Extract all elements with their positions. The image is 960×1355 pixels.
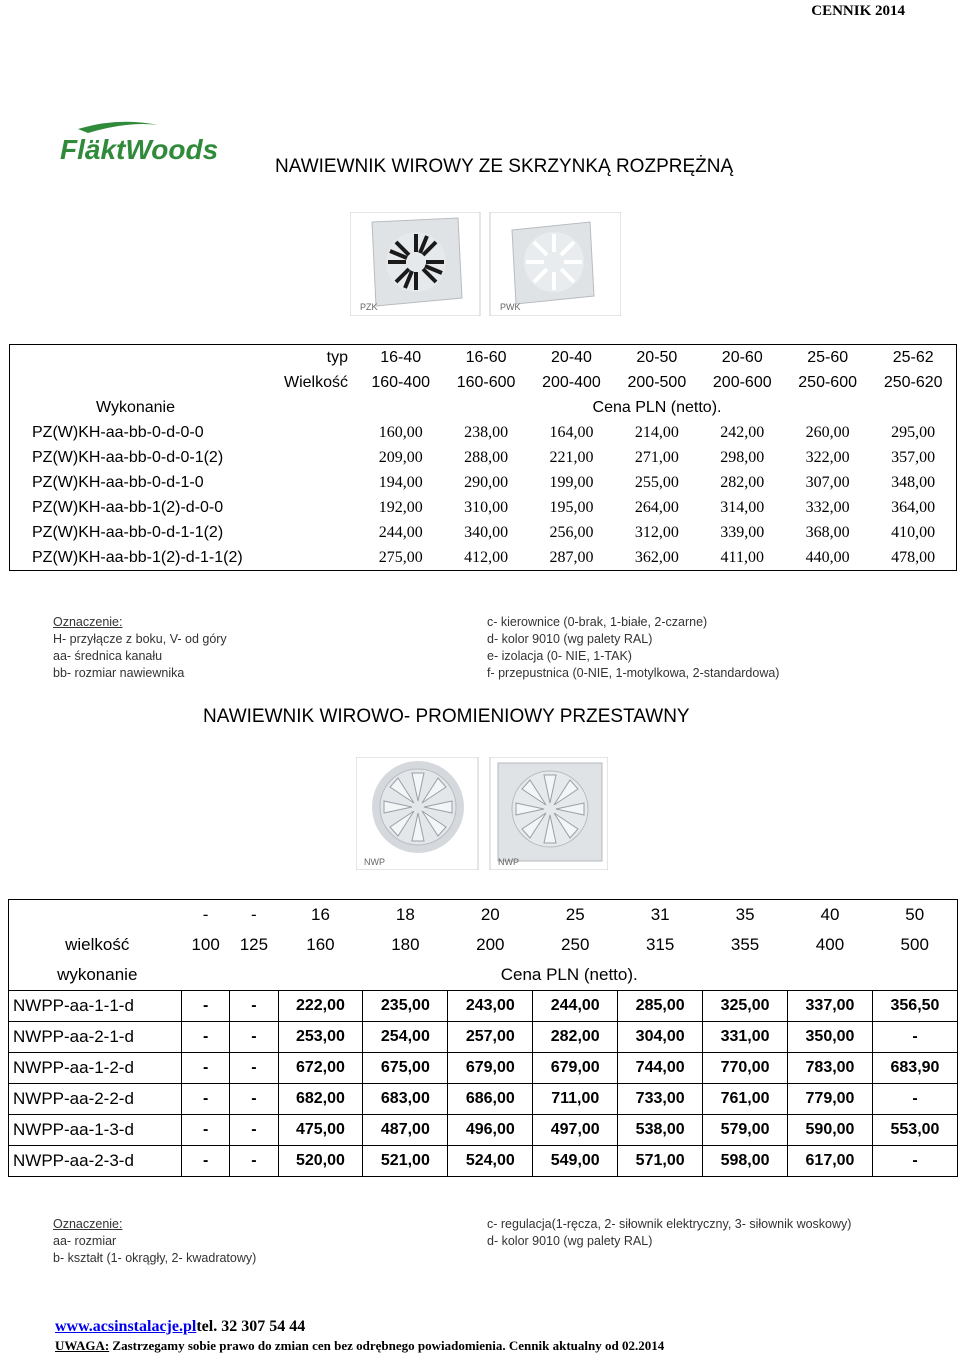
price-cell: 590,00 xyxy=(788,1115,873,1146)
table-row xyxy=(10,420,957,445)
price-cell: - xyxy=(230,1115,278,1146)
price-header: Cena PLN (netto). xyxy=(592,398,722,416)
price-cell: 253,00 xyxy=(278,1022,363,1053)
row-label-wykonanie: wykonanie xyxy=(57,965,138,984)
price-cell: 242,00 xyxy=(720,423,765,441)
table-row xyxy=(9,991,958,1022)
table-cell: 160-600 xyxy=(456,373,516,391)
table-cell: 40 xyxy=(820,905,840,924)
price-cell: 331,00 xyxy=(703,1022,788,1053)
section2-legend-left xyxy=(53,1216,256,1267)
table-cell: 400 xyxy=(815,935,845,954)
row-code: PZ(W)KH-aa-bb-1(2)-d-1-1(2) xyxy=(32,548,243,566)
price-cell: 357,00 xyxy=(891,448,936,466)
legend-item: bb- rozmiar nawiewnika xyxy=(53,666,185,680)
table-row xyxy=(10,545,957,571)
price-cell: 683,00 xyxy=(363,1084,448,1115)
price-cell: 410,00 xyxy=(891,523,936,541)
legend-item: aa- rozmiar xyxy=(53,1234,117,1248)
price-cell: 307,00 xyxy=(805,473,850,491)
price-cell: 549,00 xyxy=(533,1146,618,1177)
price-cell: 672,00 xyxy=(278,1053,363,1084)
price-cell: - xyxy=(182,991,230,1022)
price-cell: 264,00 xyxy=(634,498,679,516)
price-cell: 598,00 xyxy=(703,1146,788,1177)
price-cell: 364,00 xyxy=(891,498,936,516)
price-cell: 244,00 xyxy=(533,991,618,1022)
table-row xyxy=(10,470,957,495)
table-cell: - xyxy=(251,905,257,924)
table-row-wielkosc xyxy=(10,370,957,395)
row-label-wielkosc: wielkość xyxy=(65,935,130,954)
photo-label-pwk: PWK xyxy=(500,302,521,312)
price-cell: 192,00 xyxy=(378,498,423,516)
price-cell: 282,00 xyxy=(720,473,765,491)
price-cell: 524,00 xyxy=(448,1146,533,1177)
price-cell: 199,00 xyxy=(549,473,594,491)
table-row xyxy=(10,495,957,520)
table-cell: 200-600 xyxy=(712,373,772,391)
table-cell: 25 xyxy=(565,905,585,924)
phone-number: tel. 32 307 54 44 xyxy=(196,1318,306,1335)
price-cell: 235,00 xyxy=(363,991,448,1022)
price-cell: 244,00 xyxy=(378,523,423,541)
price-cell: 194,00 xyxy=(378,473,423,491)
table-row xyxy=(9,1084,958,1115)
legend-item: e- izolacja (0- NIE, 1-TAK) xyxy=(487,649,632,663)
price-cell: 209,00 xyxy=(378,448,423,466)
price-cell: 538,00 xyxy=(618,1115,703,1146)
price-cell: 160,00 xyxy=(378,423,423,441)
price-cell: 238,00 xyxy=(464,423,509,441)
price-cell: 255,00 xyxy=(634,473,679,491)
price-cell: 679,00 xyxy=(533,1053,618,1084)
legend-item: c- kierownice (0-brak, 1-białe, 2-czarne) xyxy=(487,615,708,629)
table-cell: 160-400 xyxy=(371,373,431,391)
price-cell: 314,00 xyxy=(720,498,765,516)
price-cell: - xyxy=(872,1146,957,1177)
table-cell: 20-60 xyxy=(721,348,763,366)
table-row xyxy=(9,1053,958,1084)
table-cell: 250-620 xyxy=(883,373,943,391)
table-row xyxy=(10,520,957,545)
price-cell: 783,00 xyxy=(788,1053,873,1084)
website-link[interactable]: www.acsinstalacje.pl xyxy=(55,1318,197,1335)
photo-label-nwp-round: NWP xyxy=(364,857,385,867)
flaktwoods-logo xyxy=(58,115,238,175)
price-cell: 362,00 xyxy=(634,548,679,566)
price-cell: 288,00 xyxy=(464,448,509,466)
table-cell: 100 xyxy=(191,935,220,954)
row-code: NWPP-aa-1-2-d xyxy=(9,1053,182,1084)
table-cell: 250-600 xyxy=(798,373,857,391)
price-cell: 440,00 xyxy=(805,548,850,566)
table-cell: 35 xyxy=(735,905,755,924)
legend-item: aa- średnica kanału xyxy=(53,649,163,663)
price-cell: 520,00 xyxy=(278,1146,363,1177)
price-cell: 411,00 xyxy=(720,548,764,566)
price-cell: - xyxy=(230,991,278,1022)
price-cell: 487,00 xyxy=(363,1115,448,1146)
table-cell: 500 xyxy=(900,935,929,954)
table-cell: 31 xyxy=(650,905,670,924)
price-cell: - xyxy=(230,1053,278,1084)
price-cell: 521,00 xyxy=(363,1146,448,1177)
row-code: PZ(W)KH-aa-bb-0-d-1-1(2) xyxy=(32,523,224,541)
table-row xyxy=(10,445,957,470)
price-cell: 214,00 xyxy=(634,423,679,441)
price-cell: - xyxy=(182,1146,230,1177)
row-code: NWPP-aa-2-1-d xyxy=(9,1022,182,1053)
price-cell: 256,00 xyxy=(549,523,594,541)
price-cell: - xyxy=(872,1084,957,1115)
table-row-top xyxy=(9,900,958,931)
price-cell: 761,00 xyxy=(703,1084,788,1115)
product-photos-pzk-pwk xyxy=(350,212,621,316)
price-cell: 340,00 xyxy=(464,523,509,541)
table-cell: 160 xyxy=(306,935,335,954)
price-cell: 339,00 xyxy=(720,523,765,541)
table-row xyxy=(9,1022,958,1053)
section2-legend-right xyxy=(487,1216,867,1250)
price-cell: 348,00 xyxy=(891,473,936,491)
price-cell: 254,00 xyxy=(363,1022,448,1053)
price-cell: - xyxy=(230,1022,278,1053)
price-cell: 675,00 xyxy=(363,1053,448,1084)
row-code: NWPP-aa-2-3-d xyxy=(9,1146,182,1177)
table-cell: 16-40 xyxy=(380,348,422,366)
price-cell: 260,00 xyxy=(805,423,850,441)
price-cell: 287,00 xyxy=(549,548,594,566)
row-code: PZ(W)KH-aa-bb-0-d-0-1(2) xyxy=(32,448,224,466)
price-cell: - xyxy=(182,1053,230,1084)
svg-text:FläktWoods: FläktWoods xyxy=(60,134,219,165)
price-cell: 332,00 xyxy=(805,498,850,516)
table-cell: - xyxy=(202,905,209,924)
price-cell: 617,00 xyxy=(788,1146,873,1177)
row-code: PZ(W)KH-aa-bb-0-d-0-0 xyxy=(32,423,204,441)
price-cell: 744,00 xyxy=(618,1053,703,1084)
price-cell: 310,00 xyxy=(464,498,509,516)
table-cell: 180 xyxy=(391,935,420,954)
table-cell: 20-40 xyxy=(551,348,592,366)
price-cell: 553,00 xyxy=(872,1115,957,1146)
price-cell: 285,00 xyxy=(618,991,703,1022)
price-cell: 312,00 xyxy=(634,523,679,541)
table-cell: 25-62 xyxy=(892,348,934,366)
price-cell: 325,00 xyxy=(703,991,788,1022)
price-cell: 770,00 xyxy=(703,1053,788,1084)
price-cell: 711,00 xyxy=(533,1084,618,1115)
price-cell: 683,90 xyxy=(872,1053,957,1084)
section2-price-table xyxy=(8,899,958,1177)
price-cell: 304,00 xyxy=(618,1022,703,1053)
price-cell: 350,00 xyxy=(788,1022,873,1053)
legend-item: b- kształt (1- okrągły, 2- kwadratowy) xyxy=(53,1251,257,1265)
legend-item: c- regulacja(1-ręcza, 2- siłownik elektryczny, 3- siłownik woskowy) xyxy=(487,1217,852,1231)
price-cell: 257,00 xyxy=(448,1022,533,1053)
row-label-wykonanie: Wykonanie xyxy=(96,398,176,416)
price-cell: - xyxy=(230,1084,278,1115)
notice-text: Zastrzegamy sobie prawo do zmian cen bez odrębnego powiadomienia. Cennik aktualny od 02.2014 xyxy=(109,1338,665,1353)
price-cell: 682,00 xyxy=(278,1084,363,1115)
price-cell: 290,00 xyxy=(464,473,509,491)
price-cell: 337,00 xyxy=(788,991,873,1022)
table-cell: 20 xyxy=(480,905,500,924)
price-cell: - xyxy=(230,1146,278,1177)
row-code: NWPP-aa-1-3-d xyxy=(9,1115,182,1146)
row-label-wielkosc: Wielkość xyxy=(283,373,348,391)
notice-line xyxy=(55,1338,664,1354)
price-cell: 496,00 xyxy=(448,1115,533,1146)
price-header: Cena PLN (netto). xyxy=(500,965,638,984)
price-cell: - xyxy=(182,1022,230,1053)
row-label-top xyxy=(9,900,182,931)
price-cell: - xyxy=(182,1115,230,1146)
table-cell: 200-400 xyxy=(542,373,601,391)
legend-item: f- przepustnica (0-NIE, 1-motylkowa, 2-standardowa) xyxy=(487,666,780,680)
table-cell: 200-500 xyxy=(627,373,687,391)
table-row-wykonanie xyxy=(10,395,957,420)
row-code: PZ(W)KH-aa-bb-1(2)-d-0-0 xyxy=(32,498,224,516)
price-cell: 295,00 xyxy=(891,423,936,441)
price-cell: 733,00 xyxy=(618,1084,703,1115)
table-cell: 355 xyxy=(730,935,760,954)
section1-legend-right xyxy=(487,614,779,682)
row-label-typ: typ xyxy=(326,348,348,366)
table-cell: 16-60 xyxy=(465,348,507,366)
table-cell: 25-60 xyxy=(807,348,849,366)
price-cell: 222,00 xyxy=(278,991,363,1022)
table-cell: 200 xyxy=(476,935,505,954)
price-cell: 368,00 xyxy=(805,523,850,541)
table-cell: 18 xyxy=(395,905,415,924)
price-cell: 221,00 xyxy=(549,448,594,466)
notice-label: UWAGA: xyxy=(55,1338,110,1353)
photo-label-pzk: PZK xyxy=(360,302,378,312)
price-list-year: CENNIK 2014 xyxy=(811,3,905,19)
photo-label-nwp-square: NWP xyxy=(498,857,519,867)
table-cell: 16 xyxy=(311,905,330,924)
table-row xyxy=(9,1146,958,1177)
price-cell: - xyxy=(872,1022,957,1053)
price-cell: 282,00 xyxy=(533,1022,618,1053)
row-code: PZ(W)KH-aa-bb-0-d-1-0 xyxy=(32,473,204,491)
row-code: NWPP-aa-2-2-d xyxy=(9,1084,182,1115)
price-cell: 571,00 xyxy=(618,1146,703,1177)
contact-line xyxy=(55,1318,305,1336)
price-cell: 356,50 xyxy=(872,991,957,1022)
legend-item: d- kolor 9010 (wg palety RAL) xyxy=(487,632,653,646)
table-cell: 50 xyxy=(905,905,925,924)
price-cell: 322,00 xyxy=(805,448,850,466)
section1-legend-left xyxy=(53,614,227,682)
price-cell: 195,00 xyxy=(549,498,594,516)
table-cell: 250 xyxy=(561,935,590,954)
price-cell: 679,00 xyxy=(448,1053,533,1084)
legend-item: H- przyłącze z boku, V- od góry xyxy=(53,632,227,646)
price-cell: 686,00 xyxy=(448,1084,533,1115)
price-cell: 275,00 xyxy=(378,548,423,566)
product-photos-nwp xyxy=(356,757,608,870)
price-cell: 164,00 xyxy=(549,423,594,441)
row-code: NWPP-aa-1-1-d xyxy=(9,991,182,1022)
price-cell: 298,00 xyxy=(720,448,765,466)
price-cell: 497,00 xyxy=(533,1115,618,1146)
price-cell: 579,00 xyxy=(703,1115,788,1146)
table-row xyxy=(9,1115,958,1146)
legend-heading: Oznaczenie: xyxy=(53,615,123,629)
price-cell: 271,00 xyxy=(634,448,679,466)
price-cell: 779,00 xyxy=(788,1084,873,1115)
table-row-wykonanie xyxy=(9,960,958,991)
table-cell: 20-50 xyxy=(636,348,678,366)
table-row-typ xyxy=(10,345,957,371)
price-cell: - xyxy=(182,1084,230,1115)
price-cell: 478,00 xyxy=(891,548,936,566)
price-cell: 243,00 xyxy=(448,991,533,1022)
legend-heading: Oznaczenie: xyxy=(53,1217,123,1231)
table-cell: 125 xyxy=(239,935,269,954)
legend-item: d- kolor 9010 (wg palety RAL) xyxy=(487,1234,653,1248)
section1-price-table xyxy=(9,344,957,571)
price-cell: 475,00 xyxy=(278,1115,363,1146)
section1-title: NAWIEWNIK WIROWY ZE SKRZYNKĄ ROZPRĘŻNĄ xyxy=(275,156,734,177)
section2-title: NAWIEWNIK WIROWO- PROMIENIOWY PRZESTAWNY xyxy=(203,706,690,727)
table-row-wielkosc xyxy=(9,930,958,960)
price-cell: 412,00 xyxy=(464,548,509,566)
table-cell: 315 xyxy=(645,935,675,954)
